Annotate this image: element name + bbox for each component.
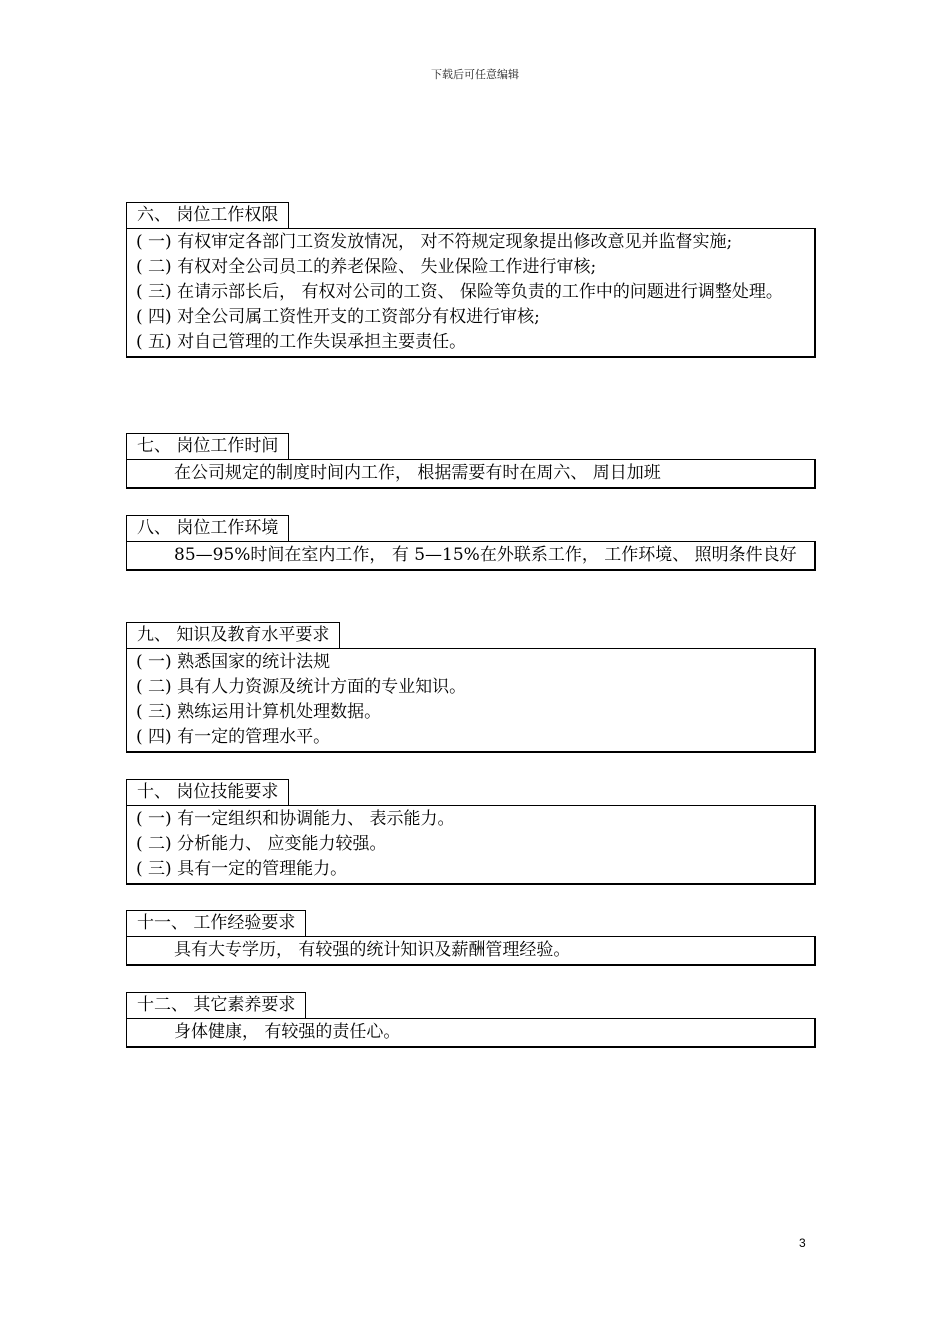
list-item: ( 一) 有一定组织和协调能力、 表示能力。 [136, 809, 455, 829]
paragraph: 身体健康， 有较强的责任心。 [174, 1022, 401, 1042]
page-number: 3 [799, 1236, 806, 1250]
list-item: ( 二) 具有人力资源及统计方面的专业知识。 [136, 677, 467, 697]
list-item: ( 五) 对自己管理的工作失误承担主要责任。 [136, 332, 467, 352]
section-title: 十一、 工作经验要求 [126, 910, 306, 936]
section-title: 八、 岗位工作环境 [126, 515, 289, 541]
list-item: ( 二) 有权对全公司员工的养老保险、 失业保险工作进行审核; [136, 257, 597, 277]
paragraph: 具有大专学历， 有较强的统计知识及薪酬管理经验。 [174, 940, 571, 960]
section-title: 六、 岗位工作权限 [126, 202, 289, 228]
section-body [126, 228, 816, 358]
section-title: 十二、 其它素养要求 [126, 992, 306, 1018]
section-title: 九、 知识及教育水平要求 [126, 622, 340, 648]
section-work-experience [126, 910, 816, 966]
section-job-hours [126, 433, 816, 489]
paragraph: 85—95%时间在室内工作， 有 5—15%在外联系工作， 工作环境、 照明条件良好 [174, 545, 797, 565]
section-title: 十、 岗位技能要求 [126, 779, 289, 805]
section-body [126, 1018, 816, 1048]
list-item: ( 四) 有一定的管理水平。 [136, 727, 331, 747]
section-other-qualities [126, 992, 816, 1048]
section-body [126, 459, 816, 489]
section-job-environment [126, 515, 816, 571]
list-item: ( 三) 熟练运用计算机处理数据。 [136, 702, 382, 722]
list-item: ( 三) 在请示部长后， 有权对公司的工资、 保险等负责的工作中的问题进行调整处理。 [136, 282, 783, 302]
page-header-note: 下载后可任意编辑 [431, 68, 519, 81]
section-title: 七、 岗位工作时间 [126, 433, 289, 459]
list-item: ( 一) 有权审定各部门工资发放情况， 对不符规定现象提出修改意见并监督实施; [136, 232, 733, 252]
section-body [126, 805, 816, 885]
section-knowledge-education [126, 622, 816, 753]
section-body [126, 648, 816, 753]
list-item: ( 一) 熟悉国家的统计法规 [136, 652, 331, 672]
section-body [126, 936, 816, 966]
section-job-authority [126, 202, 816, 358]
list-item: ( 二) 分析能力、 应变能力较强。 [136, 834, 387, 854]
section-job-skills [126, 779, 816, 885]
list-item: ( 三) 具有一定的管理能力。 [136, 859, 348, 879]
section-body [126, 541, 816, 571]
paragraph: 在公司规定的制度时间内工作， 根据需要有时在周六、 周日加班 [174, 463, 661, 483]
list-item: ( 四) 对全公司属工资性开支的工资部分有权进行审核; [136, 307, 540, 327]
